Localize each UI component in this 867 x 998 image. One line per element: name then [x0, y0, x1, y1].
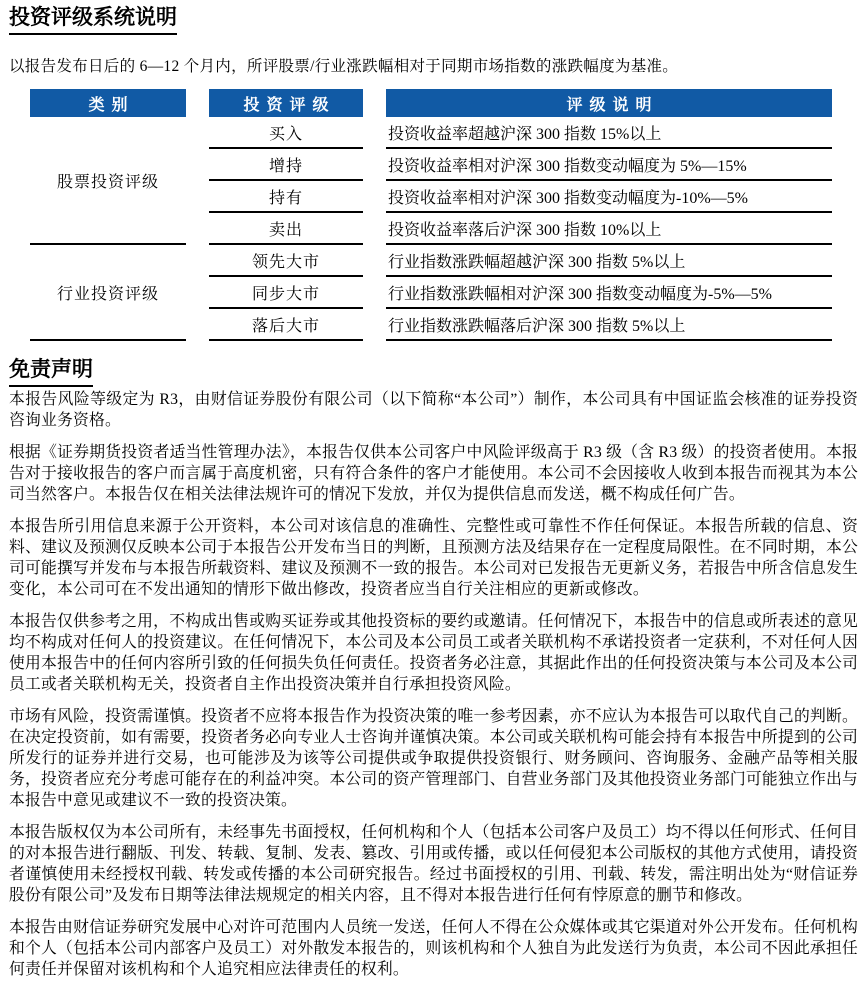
description-cell-buy: 投资收益率超越沪深 300 指数 15%以上	[386, 117, 832, 149]
disclaimer-paragraph-7: 本报告由财信证券研究发展中心对许可范围内人员统一发送，任何人不得在公众媒体或其它渠道对外公开发布。任何机构和个人（包括本公司内部客户及员工）对外散发本报告的，则该机构和个人独自为此发送行为负责，本公司不因此承担任何责任并保留对该机构和个人追究相应法律责任的权利。	[9, 919, 858, 979]
disclaimer-paragraph-1: 本报告风险等级定为 R3，由财信证券股份有限公司（以下简称“本公司”）制作，本公司具有中国证监会核准的证券投资咨询业务资格。	[9, 391, 858, 430]
table-header-rating: 投资评级	[209, 89, 363, 117]
rating-cell-inline: 同步大市	[209, 277, 363, 309]
rating-cell-hold: 持有	[209, 181, 363, 213]
rating-cell-underperform: 落后大市	[209, 309, 363, 341]
category-cell-stock: 股票投资评级	[30, 117, 186, 245]
disclaimer-paragraph-5: 市场有风险，投资需谨慎。投资者不应将本报告作为投资决策的唯一参考因素，亦不应认为本报告可以取代自己的判断。在决定投资前，如有需要，投资者务必向专业人士咨询并谨慎决策。本公司或关联机构可能会持有本报告中所提到的公司所发行的证券并进行交易，也可能涉及为该等公司提供或争取提供投资银行、财务顾问、咨询服务、金融产品等相关服务，投资者应充分考虑可能存在的利益冲突。本公司的资产管理部门、自营业务部门及其他投资业务部门可能独立作出与本报告中意见或建议不一致的投资决策。	[9, 708, 858, 810]
description-cell-overweight: 投资收益率相对沪深 300 指数变动幅度为 5%—15%	[386, 149, 832, 181]
table-header-description: 评级说明	[386, 89, 832, 117]
description-cell-outperform: 行业指数涨跌幅超越沪深 300 指数 5%以上	[386, 245, 832, 277]
disclaimer-section-title-text: 免责声明	[9, 357, 93, 387]
rating-cell-buy: 买入	[209, 117, 363, 149]
disclaimer-section-title	[9, 357, 858, 387]
description-cell-inline: 行业指数涨跌幅相对沪深 300 指数变动幅度为-5%—5%	[386, 277, 832, 309]
disclaimer-paragraph-4: 本报告仅供参考之用，不构成出售或购买证券或其他投资标的要约或邀请。任何情况下，本报告中的信息或所表述的意见均不构成对任何人的投资建议。在任何情况下，本公司及本公司员工或者关联机构不承诺投资者一定获利，不对任何人因使用本报告中的任何内容所引致的任何损失负任何责任。投资者务必注意，其据此作出的任何投资决策与本公司及本公司员工或者关联机构无关，投资者自主作出投资决策并自行承担投资风险。	[9, 613, 858, 694]
rating-table	[30, 89, 832, 341]
rating-section-title	[9, 5, 858, 35]
rating-cell-outperform: 领先大市	[209, 245, 363, 277]
description-cell-underperform: 行业指数涨跌幅落后沪深 300 指数 5%以上	[386, 309, 832, 341]
disclaimer-paragraph-3: 本报告所引用信息来源于公开资料，本公司对该信息的准确性、完整性或可靠性不作任何保证。本报告所载的信息、资料、建议及预测仅反映本公司于本报告公开发布当日的判断，且预测方法及结果存在一定程度局限性。在不同时期，本公司可能撰写并发布与本报告所载资料、建议及预测不一致的报告。本公司对已发报告无更新义务，若报告中所含信息发生变化，本公司可在不发出通知的情形下做出修改，投资者应当自行关注相应的更新或修改。	[9, 518, 858, 599]
rating-section-title-text: 投资评级系统说明	[9, 5, 177, 35]
rating-basis-text: 以报告发布日后的 6—12 个月内，所评股票/行业涨跌幅相对于同期市场指数的涨跌幅度为基准。	[9, 58, 679, 76]
disclaimer-paragraph-6: 本报告版权仅为本公司所有，未经事先书面授权，任何机构和个人（包括本公司客户及员工）均不得以任何形式、任何目的对本报告进行翻版、刊发、转载、复制、发表、篡改、引用或传播，或以任何侵犯本公司版权的其他方式使用，请投资者谨慎使用未经授权刊载、转发或传播的本公司研究报告。经过书面授权的引用、刊载、转发，需注明出处为“财信证券股份有限公司”及发布日期等法律法规规定的相关内容，且不得对本报告进行任何有悖原意的删节和修改。	[9, 824, 858, 905]
rating-cell-sell: 卖出	[209, 213, 363, 245]
rating-cell-overweight: 增持	[209, 149, 363, 181]
description-cell-sell: 投资收益率落后沪深 300 指数 10%以上	[386, 213, 832, 245]
disclaimer-paragraph-2: 根据《证券期货投资者适当性管理办法》，本报告仅供本公司客户中风险评级高于 R3 级（含 R3 级）的投资者使用。本报告对于接收报告的客户而言属于高度机密，只有符合条件的客户才能使用。本公司不会因接收人收到本报告而视其为本公司当然客户。本报告仅在相关法律法规许可的情况下发放，并仅为提供信息而发送，概不构成任何广告。	[9, 444, 858, 504]
table-header-category: 类别	[30, 89, 186, 117]
category-cell-industry: 行业投资评级	[30, 245, 186, 341]
description-cell-hold: 投资收益率相对沪深 300 指数变动幅度为-10%—5%	[386, 181, 832, 213]
